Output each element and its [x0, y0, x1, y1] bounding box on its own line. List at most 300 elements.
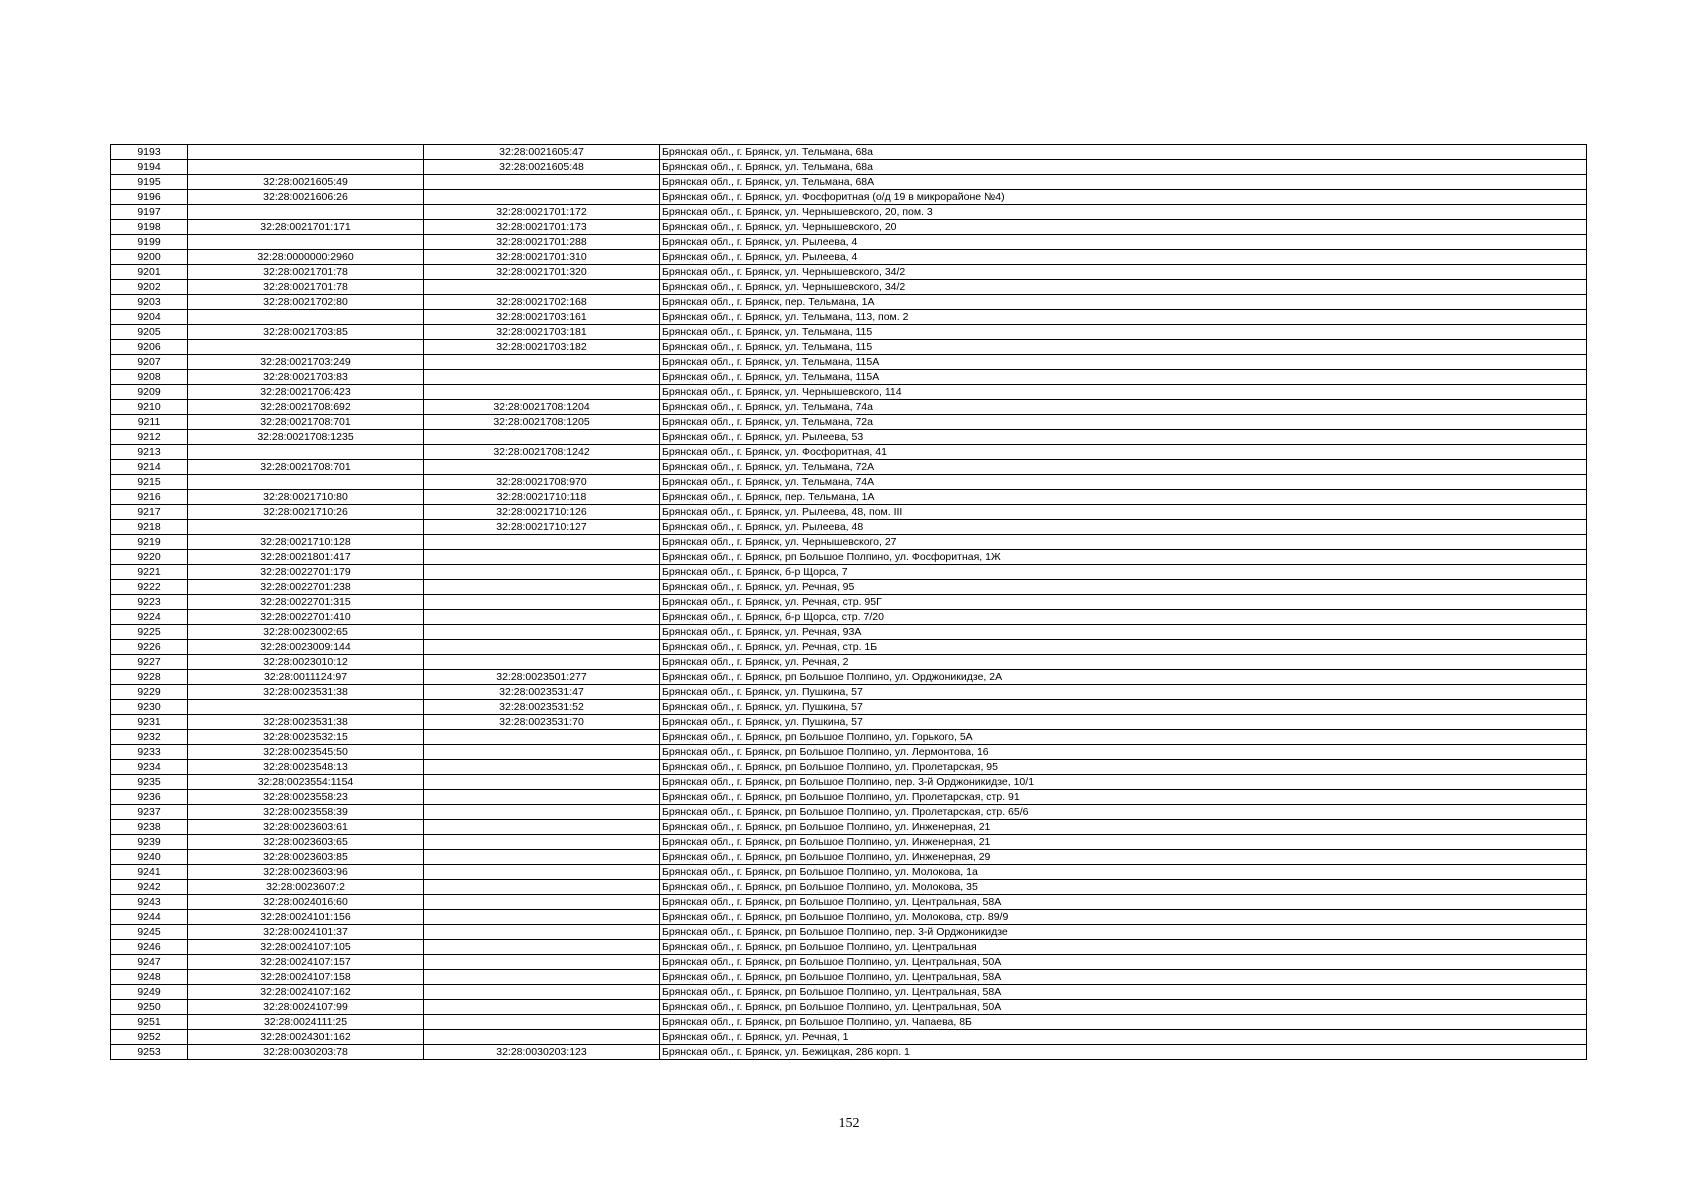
address-cell: Брянская обл., г. Брянск, ул. Чернышевского, 27: [660, 535, 1587, 550]
cadastral-number-parcel-cell: 32:28:0022701:179: [188, 565, 424, 580]
cadastral-number-parcel-cell: [188, 520, 424, 535]
table-row: [111, 670, 1587, 685]
cadastral-number-parcel-cell: [188, 160, 424, 175]
table-row: [111, 565, 1587, 580]
table-row: [111, 430, 1587, 445]
cadastral-number-object-cell: [424, 895, 660, 910]
row-number-cell: 9249: [111, 985, 188, 1000]
cadastral-number-parcel-cell: 32:28:0023548:13: [188, 760, 424, 775]
cadastral-number-object-cell: [424, 910, 660, 925]
address-cell: Брянская обл., г. Брянск, рп Большое Полпино, ул. Фосфоритная, 1Ж: [660, 550, 1587, 565]
row-number-cell: 9234: [111, 760, 188, 775]
table-row: [111, 940, 1587, 955]
row-number-cell: 9252: [111, 1030, 188, 1045]
address-cell: Брянская обл., г. Брянск, ул. Рылеева, 48, пом. III: [660, 505, 1587, 520]
address-cell: Брянская обл., г. Брянск, рп Большое Полпино, ул. Пролетарская, стр. 91: [660, 790, 1587, 805]
cadastral-number-object-cell: 32:28:0023531:47: [424, 685, 660, 700]
row-number-cell: 9222: [111, 580, 188, 595]
cadastral-number-parcel-cell: 32:28:0024107:99: [188, 1000, 424, 1015]
table-row: [111, 190, 1587, 205]
row-number-cell: 9244: [111, 910, 188, 925]
row-number-cell: 9242: [111, 880, 188, 895]
cadastral-number-parcel-cell: 32:28:0023558:39: [188, 805, 424, 820]
registry-table-body: [111, 145, 1587, 1060]
address-cell: Брянская обл., г. Брянск, ул. Тельмана, 74а: [660, 400, 1587, 415]
cadastral-number-parcel-cell: [188, 475, 424, 490]
table-row: [111, 925, 1587, 940]
table-row: [111, 595, 1587, 610]
row-number-cell: 9231: [111, 715, 188, 730]
address-cell: Брянская обл., г. Брянск, ул. Фосфоритная, 41: [660, 445, 1587, 460]
row-number-cell: 9233: [111, 745, 188, 760]
address-cell: Брянская обл., г. Брянск, ул. Фосфоритная (о/д 19 в микрорайоне №4): [660, 190, 1587, 205]
cadastral-number-parcel-cell: 32:28:0024101:37: [188, 925, 424, 940]
address-cell: Брянская обл., г. Брянск, рп Большое Полпино, ул. Чапаева, 8Б: [660, 1015, 1587, 1030]
row-number-cell: 9236: [111, 790, 188, 805]
address-cell: Брянская обл., г. Брянск, ул. Рылеева, 48: [660, 520, 1587, 535]
cadastral-number-object-cell: 32:28:0030203:123: [424, 1045, 660, 1060]
cadastral-number-parcel-cell: 32:28:0023531:38: [188, 685, 424, 700]
cadastral-number-object-cell: [424, 535, 660, 550]
cadastral-number-object-cell: [424, 730, 660, 745]
address-cell: Брянская обл., г. Брянск, ул. Речная, 2: [660, 655, 1587, 670]
cadastral-number-parcel-cell: 32:28:0021703:85: [188, 325, 424, 340]
table-row: [111, 625, 1587, 640]
cadastral-number-parcel-cell: 32:28:0021710:128: [188, 535, 424, 550]
row-number-cell: 9220: [111, 550, 188, 565]
cadastral-number-object-cell: [424, 430, 660, 445]
cadastral-number-parcel-cell: 32:28:0024301:162: [188, 1030, 424, 1045]
table-row: [111, 580, 1587, 595]
cadastral-number-object-cell: 32:28:0021701:173: [424, 220, 660, 235]
cadastral-number-parcel-cell: 32:28:0000000:2960: [188, 250, 424, 265]
cadastral-number-parcel-cell: 32:28:0023532:15: [188, 730, 424, 745]
table-row: [111, 340, 1587, 355]
cadastral-number-object-cell: 32:28:0021702:168: [424, 295, 660, 310]
table-row: [111, 325, 1587, 340]
table-row: [111, 385, 1587, 400]
row-number-cell: 9205: [111, 325, 188, 340]
table-row: [111, 535, 1587, 550]
row-number-cell: 9212: [111, 430, 188, 445]
row-number-cell: 9196: [111, 190, 188, 205]
cadastral-number-parcel-cell: [188, 340, 424, 355]
cadastral-number-object-cell: 32:28:0021703:181: [424, 325, 660, 340]
row-number-cell: 9215: [111, 475, 188, 490]
row-number-cell: 9232: [111, 730, 188, 745]
address-cell: Брянская обл., г. Брянск, ул. Тельмана, 68а: [660, 145, 1587, 160]
table-row: [111, 1030, 1587, 1045]
table-row: [111, 400, 1587, 415]
address-cell: Брянская обл., г. Брянск, пер. Тельмана, 1А: [660, 490, 1587, 505]
table-row: [111, 955, 1587, 970]
cadastral-number-parcel-cell: 32:28:0021710:26: [188, 505, 424, 520]
address-cell: Брянская обл., г. Брянск, рп Большое Полпино, ул. Инженерная, 21: [660, 820, 1587, 835]
cadastral-number-object-cell: [424, 970, 660, 985]
cadastral-number-parcel-cell: 32:28:0024101:156: [188, 910, 424, 925]
address-cell: Брянская обл., г. Брянск, ул. Тельмана, 68а: [660, 160, 1587, 175]
address-cell: Брянская обл., г. Брянск, рп Большое Полпино, ул. Пролетарская, 95: [660, 760, 1587, 775]
page-number: 152: [838, 1116, 860, 1131]
cadastral-number-object-cell: 32:28:0021605:47: [424, 145, 660, 160]
cadastral-number-parcel-cell: 32:28:0021703:83: [188, 370, 424, 385]
table-row: [111, 640, 1587, 655]
row-number-cell: 9195: [111, 175, 188, 190]
table-row: [111, 790, 1587, 805]
cadastral-number-parcel-cell: 32:28:0022701:238: [188, 580, 424, 595]
address-cell: Брянская обл., г. Брянск, рп Большое Полпино, ул. Орджоникидзе, 2А: [660, 670, 1587, 685]
table-row: [111, 310, 1587, 325]
cadastral-number-object-cell: 32:28:0021701:288: [424, 235, 660, 250]
table-row: [111, 805, 1587, 820]
row-number-cell: 9238: [111, 820, 188, 835]
cadastral-number-parcel-cell: 32:28:0023603:61: [188, 820, 424, 835]
address-cell: Брянская обл., г. Брянск, ул. Рылеева, 4: [660, 250, 1587, 265]
table-row: [111, 205, 1587, 220]
address-cell: Брянская обл., г. Брянск, рп Большое Полпино, ул. Пролетарская, стр. 65/6: [660, 805, 1587, 820]
address-cell: Брянская обл., г. Брянск, ул. Пушкина, 57: [660, 715, 1587, 730]
cadastral-number-parcel-cell: 32:28:0021605:49: [188, 175, 424, 190]
table-row: [111, 835, 1587, 850]
table-row: [111, 445, 1587, 460]
table-row: [111, 685, 1587, 700]
cadastral-number-object-cell: 32:28:0021708:1204: [424, 400, 660, 415]
address-cell: Брянская обл., г. Брянск, ул. Тельмана, 72а: [660, 415, 1587, 430]
cadastral-number-object-cell: 32:28:0021701:320: [424, 265, 660, 280]
table-row: [111, 490, 1587, 505]
address-cell: Брянская обл., г. Брянск, б-р Щорса, стр. 7/20: [660, 610, 1587, 625]
row-number-cell: 9217: [111, 505, 188, 520]
address-cell: Брянская обл., г. Брянск, ул. Чернышевского, 20, пом. 3: [660, 205, 1587, 220]
cadastral-number-object-cell: [424, 625, 660, 640]
row-number-cell: 9241: [111, 865, 188, 880]
row-number-cell: 9224: [111, 610, 188, 625]
cadastral-number-object-cell: 32:28:0023531:70: [424, 715, 660, 730]
table-row: [111, 715, 1587, 730]
cadastral-number-object-cell: [424, 790, 660, 805]
cadastral-number-parcel-cell: [188, 445, 424, 460]
cadastral-number-parcel-cell: 32:28:0023531:38: [188, 715, 424, 730]
cadastral-number-object-cell: 32:28:0021708:970: [424, 475, 660, 490]
cadastral-number-parcel-cell: 32:28:0023603:96: [188, 865, 424, 880]
cadastral-number-parcel-cell: 32:28:0030203:78: [188, 1045, 424, 1060]
address-cell: Брянская обл., г. Брянск, рп Большое Полпино, ул. Молокова, 35: [660, 880, 1587, 895]
address-cell: Брянская обл., г. Брянск, ул. Чернышевского, 34/2: [660, 265, 1587, 280]
address-cell: Брянская обл., г. Брянск, ул. Тельмана, 72А: [660, 460, 1587, 475]
cadastral-number-object-cell: 32:28:0021703:161: [424, 310, 660, 325]
address-cell: Брянская обл., г. Брянск, ул. Речная, 95: [660, 580, 1587, 595]
row-number-cell: 9253: [111, 1045, 188, 1060]
cadastral-number-object-cell: 32:28:0021701:172: [424, 205, 660, 220]
address-cell: Брянская обл., г. Брянск, рп Большое Полпино, ул. Молокова, стр. 89/9: [660, 910, 1587, 925]
row-number-cell: 9208: [111, 370, 188, 385]
row-number-cell: 9203: [111, 295, 188, 310]
cadastral-number-object-cell: [424, 760, 660, 775]
address-cell: Брянская обл., г. Брянск, ул. Тельмана, 74А: [660, 475, 1587, 490]
cadastral-number-parcel-cell: 32:28:0021708:701: [188, 460, 424, 475]
address-cell: Брянская обл., г. Брянск, рп Большое Полпино, ул. Центральная: [660, 940, 1587, 955]
row-number-cell: 9204: [111, 310, 188, 325]
cadastral-number-parcel-cell: 32:28:0023603:85: [188, 850, 424, 865]
table-row: [111, 460, 1587, 475]
table-row: [111, 970, 1587, 985]
cadastral-number-object-cell: [424, 925, 660, 940]
table-row: [111, 610, 1587, 625]
cadastral-number-parcel-cell: 32:28:0023545:50: [188, 745, 424, 760]
cadastral-number-parcel-cell: 32:28:0023558:23: [188, 790, 424, 805]
cadastral-number-object-cell: 32:28:0023531:52: [424, 700, 660, 715]
table-row: [111, 250, 1587, 265]
table-row: [111, 520, 1587, 535]
cadastral-number-object-cell: 32:28:0021701:310: [424, 250, 660, 265]
registry-sheet: [110, 144, 1586, 1060]
cadastral-number-parcel-cell: 32:28:0024016:60: [188, 895, 424, 910]
row-number-cell: 9218: [111, 520, 188, 535]
cadastral-number-parcel-cell: 32:28:0023002:65: [188, 625, 424, 640]
row-number-cell: 9251: [111, 1015, 188, 1030]
table-row: [111, 865, 1587, 880]
cadastral-number-parcel-cell: 32:28:0021702:80: [188, 295, 424, 310]
address-cell: Брянская обл., г. Брянск, рп Большое Полпино, ул. Молокова, 1а: [660, 865, 1587, 880]
cadastral-number-parcel-cell: 32:28:0023010:12: [188, 655, 424, 670]
address-cell: Брянская обл., г. Брянск, рп Большое Полпино, ул. Центральная, 50А: [660, 955, 1587, 970]
table-row: [111, 1015, 1587, 1030]
cadastral-number-object-cell: [424, 640, 660, 655]
table-row: [111, 370, 1587, 385]
cadastral-number-parcel-cell: 32:28:0023603:65: [188, 835, 424, 850]
cadastral-number-object-cell: [424, 865, 660, 880]
cadastral-number-parcel-cell: [188, 310, 424, 325]
address-cell: Брянская обл., г. Брянск, рп Большое Полпино, ул. Центральная, 58А: [660, 895, 1587, 910]
cadastral-number-parcel-cell: 32:28:0023554:1154: [188, 775, 424, 790]
cadastral-number-parcel-cell: 32:28:0021706:423: [188, 385, 424, 400]
table-row: [111, 880, 1587, 895]
table-row: [111, 160, 1587, 175]
address-cell: Брянская обл., г. Брянск, ул. Тельмана, 115: [660, 325, 1587, 340]
row-number-cell: 9246: [111, 940, 188, 955]
address-cell: Брянская обл., г. Брянск, ул. Рылеева, 4: [660, 235, 1587, 250]
table-row: [111, 850, 1587, 865]
row-number-cell: 9228: [111, 670, 188, 685]
cadastral-number-parcel-cell: 32:28:0021701:171: [188, 220, 424, 235]
row-number-cell: 9213: [111, 445, 188, 460]
address-cell: Брянская обл., г. Брянск, рп Большое Полпино, пер. 3-й Орджоникидзе: [660, 925, 1587, 940]
cadastral-number-object-cell: [424, 655, 660, 670]
table-row: [111, 295, 1587, 310]
cadastral-number-object-cell: [424, 580, 660, 595]
address-cell: Брянская обл., г. Брянск, ул. Чернышевского, 20: [660, 220, 1587, 235]
cadastral-number-parcel-cell: 32:28:0024107:157: [188, 955, 424, 970]
cadastral-number-object-cell: [424, 280, 660, 295]
address-cell: Брянская обл., г. Брянск, ул. Тельмана, 115А: [660, 370, 1587, 385]
row-number-cell: 9221: [111, 565, 188, 580]
row-number-cell: 9223: [111, 595, 188, 610]
cadastral-number-object-cell: [424, 460, 660, 475]
address-cell: Брянская обл., г. Брянск, ул. Тельмана, 113, пом. 2: [660, 310, 1587, 325]
address-cell: Брянская обл., г. Брянск, рп Большое Полпино, ул. Лермонтова, 16: [660, 745, 1587, 760]
row-number-cell: 9250: [111, 1000, 188, 1015]
cadastral-number-parcel-cell: 32:28:0021703:249: [188, 355, 424, 370]
table-row: [111, 775, 1587, 790]
cadastral-number-parcel-cell: 32:28:0024111:25: [188, 1015, 424, 1030]
cadastral-number-object-cell: [424, 385, 660, 400]
cadastral-number-object-cell: 32:28:0021710:126: [424, 505, 660, 520]
cadastral-number-object-cell: 32:28:0021708:1242: [424, 445, 660, 460]
address-cell: Брянская обл., г. Брянск, ул. Речная, стр. 1Б: [660, 640, 1587, 655]
cadastral-number-object-cell: [424, 595, 660, 610]
cadastral-number-object-cell: 32:28:0021710:127: [424, 520, 660, 535]
row-number-cell: 9247: [111, 955, 188, 970]
row-number-cell: 9206: [111, 340, 188, 355]
row-number-cell: 9202: [111, 280, 188, 295]
row-number-cell: 9225: [111, 625, 188, 640]
cadastral-number-object-cell: [424, 565, 660, 580]
address-cell: Брянская обл., г. Брянск, ул. Речная, 93А: [660, 625, 1587, 640]
table-row: [111, 730, 1587, 745]
row-number-cell: 9245: [111, 925, 188, 940]
table-row: [111, 820, 1587, 835]
cadastral-number-object-cell: [424, 850, 660, 865]
row-number-cell: 9194: [111, 160, 188, 175]
address-cell: Брянская обл., г. Брянск, рп Большое Полпино, ул. Центральная, 58А: [660, 985, 1587, 1000]
cadastral-number-object-cell: [424, 955, 660, 970]
cadastral-number-object-cell: [424, 610, 660, 625]
row-number-cell: 9210: [111, 400, 188, 415]
row-number-cell: 9200: [111, 250, 188, 265]
row-number-cell: 9226: [111, 640, 188, 655]
row-number-cell: 9216: [111, 490, 188, 505]
cadastral-number-parcel-cell: 32:28:0021701:78: [188, 280, 424, 295]
address-cell: Брянская обл., г. Брянск, рп Большое Полпино, пер. 3-й Орджоникидзе, 10/1: [660, 775, 1587, 790]
cadastral-number-parcel-cell: 32:28:0024107:105: [188, 940, 424, 955]
table-row: [111, 700, 1587, 715]
cadastral-number-object-cell: [424, 175, 660, 190]
address-cell: Брянская обл., г. Брянск, ул. Речная, 1: [660, 1030, 1587, 1045]
cadastral-number-object-cell: 32:28:0021708:1205: [424, 415, 660, 430]
address-cell: Брянская обл., г. Брянск, ул. Рылеева, 53: [660, 430, 1587, 445]
table-row: [111, 355, 1587, 370]
cadastral-number-parcel-cell: 32:28:0021701:78: [188, 265, 424, 280]
row-number-cell: 9211: [111, 415, 188, 430]
cadastral-number-object-cell: [424, 355, 660, 370]
cadastral-number-parcel-cell: 32:28:0021708:1235: [188, 430, 424, 445]
table-row: [111, 265, 1587, 280]
cadastral-number-parcel-cell: 32:28:0021708:692: [188, 400, 424, 415]
cadastral-number-object-cell: [424, 805, 660, 820]
table-row: [111, 1000, 1587, 1015]
table-row: [111, 475, 1587, 490]
cadastral-number-parcel-cell: 32:28:0024107:162: [188, 985, 424, 1000]
cadastral-number-object-cell: [424, 370, 660, 385]
cadastral-number-object-cell: [424, 550, 660, 565]
cadastral-number-object-cell: [424, 880, 660, 895]
cadastral-number-object-cell: [424, 985, 660, 1000]
cadastral-number-parcel-cell: 32:28:0021710:80: [188, 490, 424, 505]
row-number-cell: 9198: [111, 220, 188, 235]
row-number-cell: 9229: [111, 685, 188, 700]
cadastral-number-object-cell: [424, 1030, 660, 1045]
table-row: [111, 910, 1587, 925]
row-number-cell: 9197: [111, 205, 188, 220]
cadastral-number-object-cell: [424, 940, 660, 955]
cadastral-number-object-cell: [424, 190, 660, 205]
row-number-cell: 9209: [111, 385, 188, 400]
cadastral-number-object-cell: 32:28:0023501:277: [424, 670, 660, 685]
row-number-cell: 9230: [111, 700, 188, 715]
table-row: [111, 280, 1587, 295]
cadastral-number-parcel-cell: 32:28:0022701:410: [188, 610, 424, 625]
cadastral-number-object-cell: [424, 1015, 660, 1030]
address-cell: Брянская обл., г. Брянск, ул. Пушкина, 57: [660, 700, 1587, 715]
address-cell: Брянская обл., г. Брянск, рп Большое Полпино, ул. Центральная, 58А: [660, 970, 1587, 985]
row-number-cell: 9239: [111, 835, 188, 850]
cadastral-number-parcel-cell: 32:28:0022701:315: [188, 595, 424, 610]
row-number-cell: 9219: [111, 535, 188, 550]
address-cell: Брянская обл., г. Брянск, ул. Тельмана, 115: [660, 340, 1587, 355]
row-number-cell: 9193: [111, 145, 188, 160]
cadastral-number-parcel-cell: [188, 235, 424, 250]
registry-table: [110, 144, 1587, 1060]
address-cell: Брянская обл., г. Брянск, пер. Тельмана, 1А: [660, 295, 1587, 310]
address-cell: Брянская обл., г. Брянск, рп Большое Полпино, ул. Инженерная, 29: [660, 850, 1587, 865]
row-number-cell: 9240: [111, 850, 188, 865]
table-row: [111, 145, 1587, 160]
address-cell: Брянская обл., г. Брянск, ул. Пушкина, 57: [660, 685, 1587, 700]
cadastral-number-parcel-cell: 32:28:0011124:97: [188, 670, 424, 685]
address-cell: Брянская обл., г. Брянск, ул. Тельмана, 115А: [660, 355, 1587, 370]
cadastral-number-parcel-cell: [188, 145, 424, 160]
cadastral-number-parcel-cell: [188, 700, 424, 715]
cadastral-number-parcel-cell: 32:28:0021801:417: [188, 550, 424, 565]
table-row: [111, 175, 1587, 190]
cadastral-number-parcel-cell: 32:28:0023607:2: [188, 880, 424, 895]
table-row: [111, 895, 1587, 910]
cadastral-number-object-cell: 32:28:0021703:182: [424, 340, 660, 355]
address-cell: Брянская обл., г. Брянск, ул. Речная, стр. 95Г: [660, 595, 1587, 610]
address-cell: Брянская обл., г. Брянск, ул. Тельмана, 68А: [660, 175, 1587, 190]
address-cell: Брянская обл., г. Брянск, рп Большое Полпино, ул. Горького, 5А: [660, 730, 1587, 745]
address-cell: Брянская обл., г. Брянск, рп Большое Полпино, ул. Инженерная, 21: [660, 835, 1587, 850]
address-cell: Брянская обл., г. Брянск, ул. Чернышевского, 34/2: [660, 280, 1587, 295]
table-row: [111, 220, 1587, 235]
address-cell: Брянская обл., г. Брянск, б-р Щорса, 7: [660, 565, 1587, 580]
table-row: [111, 235, 1587, 250]
cadastral-number-object-cell: 32:28:0021605:48: [424, 160, 660, 175]
row-number-cell: 9227: [111, 655, 188, 670]
table-row: [111, 505, 1587, 520]
row-number-cell: 9243: [111, 895, 188, 910]
address-cell: Брянская обл., г. Брянск, ул. Бежицкая, 286 корп. 1: [660, 1045, 1587, 1060]
cadastral-number-parcel-cell: 32:28:0021708:701: [188, 415, 424, 430]
row-number-cell: 9199: [111, 235, 188, 250]
table-row: [111, 550, 1587, 565]
row-number-cell: 9248: [111, 970, 188, 985]
row-number-cell: 9235: [111, 775, 188, 790]
cadastral-number-parcel-cell: [188, 205, 424, 220]
cadastral-number-object-cell: [424, 820, 660, 835]
table-row: [111, 655, 1587, 670]
row-number-cell: 9237: [111, 805, 188, 820]
cadastral-number-parcel-cell: 32:28:0021606:26: [188, 190, 424, 205]
address-cell: Брянская обл., г. Брянск, ул. Чернышевского, 114: [660, 385, 1587, 400]
cadastral-number-parcel-cell: 32:28:0023009:144: [188, 640, 424, 655]
cadastral-number-object-cell: [424, 775, 660, 790]
row-number-cell: 9214: [111, 460, 188, 475]
table-row: [111, 1045, 1587, 1060]
row-number-cell: 9201: [111, 265, 188, 280]
table-row: [111, 760, 1587, 775]
cadastral-number-object-cell: [424, 1000, 660, 1015]
